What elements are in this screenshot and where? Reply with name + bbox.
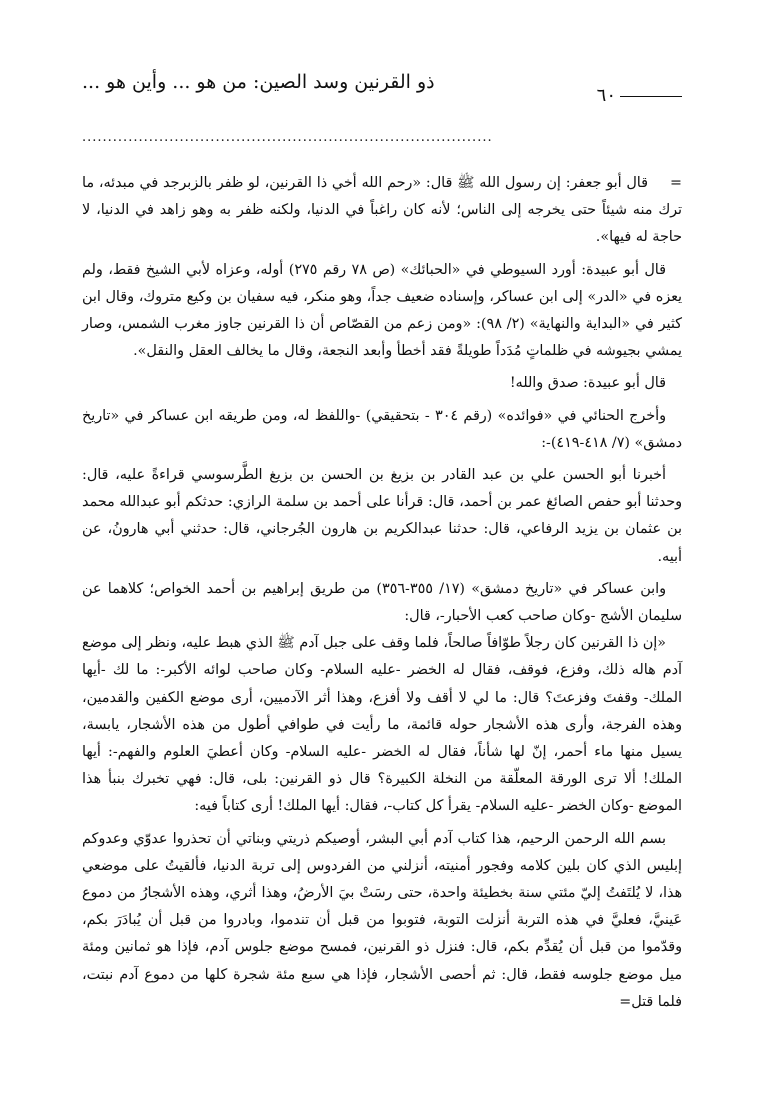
page-number-rule: [620, 96, 682, 97]
running-title: ذو القرنين وسد الصين: من هو ... وأين هو ...: [82, 71, 435, 93]
paragraph-text-1: قال أبو جعفر: إن رسول الله ﷺ قال: «رحم الله أخي ذا القرنين، لو ظفر بالزبرجد في مبدئه، ما ترك منه شيئاً حتى يخرجه إلى الناس؛ لأنه كان راغباً في الدنيا، ولكنه ظفر به وهو زاهد في الدنيا، لا حاجة له فيها».: [82, 175, 682, 246]
paragraph-6: وابن عساكر في «تاريخ دمشق» (١٧/ ٣٥٥-٣٥٦) من طريق إبراهيم بن أحمد الخواص؛ كلاهما عن سليمان الأشج -وكان صاحب كعب الأحبار-، قال:: [82, 580, 682, 625]
paragraph-1: [82, 170, 682, 252]
main-text: [82, 170, 682, 1016]
page-number-block: [582, 82, 682, 110]
paragraph-3: قال أبو عبيدة: صدق والله!: [509, 375, 666, 392]
paragraph-4: وأخرج الحنائي في «فوائده» (رقم ٣٠٤ - بتحقيقي) -واللفظ له، ومن طريقه ابن عساكر في «تاريخ دمشق» (٧/ ٤١٨-٤١٩)-:: [82, 407, 682, 451]
paragraph-7: «إن ذا القرنين كان رجلاً طوّافاً صالحاً، فلما وقف على جبل آدم ﷺ الذي هبط عليه، ونظر إلى موضع آدم هاله ذلك، وفزع، فوقف، فقال له الخضر -عليه السلام- وكان صاحب لوائه الأكبر-: ما لك -أيها الملك- وقفتَ وفزعتَ؟ قال: ما لي لا أقف ولا أفزع، وهذا أثر الآدميين، أرى موضع الكفين والقدمين، وهذه الفرجة، وأرى هذه الأشجار حوله قائمة، ما رأيت في طوافي أطول من هذه الأشجار، يابسة، يسيل منها ماء أحمر، إنّ لها شأناً، فقال له الخضر -عليه السلام- وكان أعطيَ العلوم والفهم-: أيها الملك! ألا ترى الورقة المعلّقة من النخلة الكبيرة؟ قال ذو القرنين: بلى، قال: فهي تخبرك بنبأ هذا الموضع -وكان الخضر -عليه السلام- يقرأ كل كتاب-، فقال: أيها الملك! أرى كتاباً فيه:: [82, 635, 682, 815]
paragraph-2: قال أبو عبيدة: أورد السيوطي في «الحبائك» (ص ٧٨ رقم ٢٧٥) أوله، وعزاه لأبي الشيخ فقط، ولم يعزه في «الدر» إلى ابن عساكر، وإسناده ضعيف جداً، وهو منكر، فيه سفيان بن وكيع متروك، وقال ابن كثير في «البداية والنهاية» (٢/ ٩٨): «ومن زعم من القصّاص أن ذا القرنين جاوز مغرب الشمس، وصار يمشي بجيوشه في ظلماتٍ مُدَداً طويلةً فقد أخطأ وأبعد النجعة، وقال ما يخالف العقل والنقل».: [82, 261, 682, 360]
paragraph-8: بسم الله الرحمن الرحيم، هذا كتاب آدم أبي البشر، أوصيكم ذريتي وبناتي أن تحذروا عدوّي وعدوكم إبليس الذي كان بلين كلامه وفجور أمنيته، أنزلني من الفردوس إلى تربة الدنيا، فألقيتُ على موضعي هذا، لا يُلتَفتُ إليّ مئتي سنة بخطيئة واحدة، حتى رسَتْ بيَ الأرضُ، وهذا أثري، وهذه الأشجارُ من دموع عَينيَّ، فعليَّ في هذه التربة أنزلت التوبة، فتوبوا من قبل أن تندموا، وبادروا من قبل أن يُبادَرَ بكم، وقدّموا من قبل أن يُقدِّم بكم، قال: فنزل ذو القرنين، فمسح موضع جلوس آدم، فإذا هو ثمانين ومئة ميل موضع جلوسه فقط، قال: ثم أحصى الأشجار، فإذا هي سبع مئة شجرة كلها من دموع آدم نبتت، فلما قتل=: [82, 830, 682, 1010]
page-header: [82, 68, 682, 112]
page-number: ٦٠: [596, 85, 616, 106]
paragraph-5: أخبرنا أبو الحسن علي بن عبد القادر بن بزيغ بن الحسن بن بزيغ الطَّرسوسي قراءةً عليه، قال: وحدثنا أبو حفص الصائغ عمر بن أحمد، قال: قرأنا على أحمد بن سلمة الرازي: حدثكم أبو عبدالله محمد بن عثمان بن يزيد الرفاعي، قال: حدثنا عبدالكريم بن هارون الجُرجاني، قال: حدثني أبي هارونُ، عن أبيه.: [82, 467, 682, 565]
dotted-divider: ................................................................................: [82, 130, 493, 145]
continuation-marker: =: [670, 175, 682, 191]
book-page: [82, 68, 682, 1021]
